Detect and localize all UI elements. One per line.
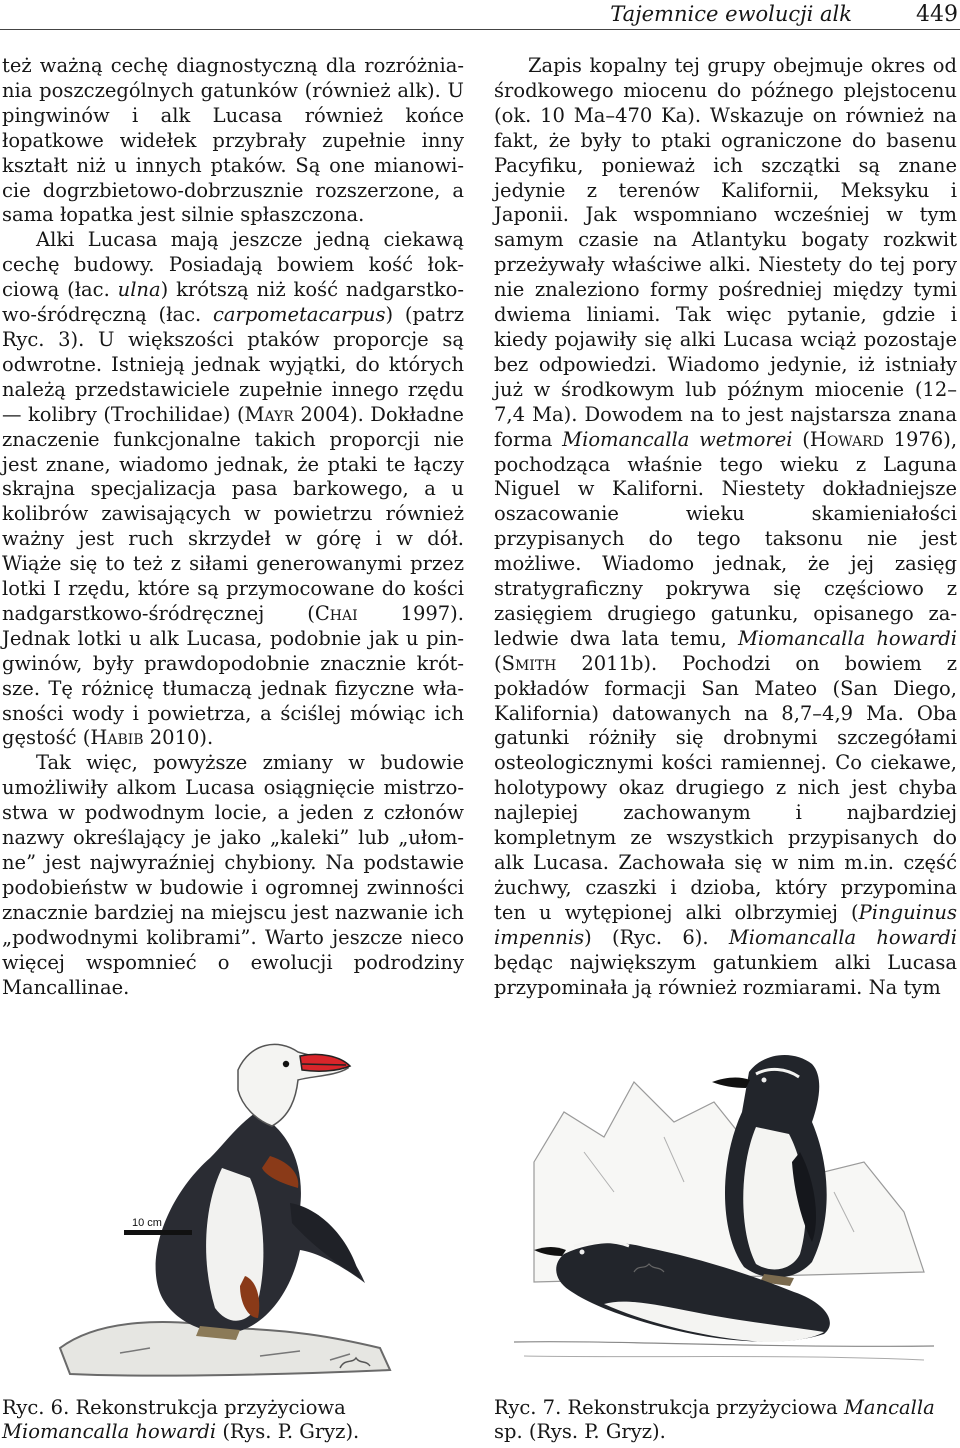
text-run: ) (Ryc. 6). [584, 925, 729, 949]
running-header [0, 0, 960, 30]
citation-author: Smith [501, 651, 557, 675]
latin-term: Miomancalla wetmorei [562, 427, 793, 451]
text-run: 2004). Dokładne znaczenie funkcjonalne takich proporcji nie jest znane, wiadomo jednak, że ptaki te łączy skrajna specjalizacja pasa barkowego, a u kolibrów zawisających w powietrzu również ważny jest ruch skrzydeł w górę i w dół. Wiąże się to też z siłami generowanymi przez lotki I rzędu, które są przymocowane do kości nadgarstkowo-śródręcznej ( [2, 402, 464, 625]
text-run: będąc największym gatunkiem alki Lucasa przypominała ją również rozmiarami. Na tym [494, 950, 957, 999]
citation-author: Mayr [244, 402, 294, 426]
latin-term: Miomancalla howardi [737, 626, 957, 650]
caption-text: Ryc. 6. Rekonstrukcja przyżyciowa [2, 1396, 346, 1419]
text-run: Alki Lucasa mają jeszcze jedną ciekawą cechę budowy. Posiadają bowiem kość łokciową (łac. [2, 228, 464, 302]
figure-6-illustration [0, 1018, 465, 1388]
figure-7-caption [494, 1396, 957, 1444]
text-run: ) krótszą niż kość nadgarstkowo-śródręczną (łac. [2, 278, 464, 327]
latin-term: Miomancalla howardi [728, 925, 957, 949]
text-run: też ważną cechę diagnostyczną dla rozróżniania poszczególnych gatunków (również alk). U pingwinów i alk Lucasa również końce łopatkowe widełek przybrały zupełnie inny kształt niż u innych ptaków. Są one mianowicie dogrzbietowo-dobrzusznie rozszerzone, a sama łopatka jest silnie spłaszczona. [2, 54, 464, 227]
text-run: 1997). Jednak lotki u alk Lucasa, podobnie jak u pingwinów, były prawdopodobnie znacznie krótsze. Tę różnicę tłumaczą jednak fizyczne własności wody i powietrza, a ściślej mówiąc ich gęstość ( [2, 601, 464, 750]
page-number: 449 [916, 2, 958, 27]
text-run: 2010). [143, 726, 214, 750]
caption-text: Ryc. 7. Rekonstrukcja przyżyciowa [494, 1396, 844, 1419]
caption-text: sp. (Rys. P. Gryz). [494, 1420, 666, 1443]
caption-text: (Rys. P. Gryz). [216, 1420, 360, 1443]
text-run: 2011b). Pochodzi on bowiem z pokładów formacji San Mateo (San Diego, Kalifornia) datowanych na 8,7–4,9 Ma. Oba gatunki różniły się drobnymi szczegółami osteologicznymi kości ramiennej. Co ciekawe, holotypowy okaz drugiego z nich jest chyba najlepiej zachowanym i najbardziej kompletnym ze wszystkich przypisanych do alk Lucasa. Zachowała się w nim m.in. część żuchwy, czaszki i dzioba, który przypomina ten u wytępionej alki olbrzymiej ( [494, 651, 957, 924]
text-run: Tak więc, powyższe zmiany w budowie umożliwiły alkom Lucasa osiągnięcie mistrzostwa w podwodnym locie, a jeden z członów nazwy określający je jako „kaleki” lub „ułomne” jest najwyraźniej chybiony. Na podstawie podobieństw w budowie i ogromnej zwinności znacznie bardziej na miejscu jest nazwanie ich „podwodnymi kolibrami”. Warto jeszcze nieco więcej wspomnieć o ewolucji podrodziny Mancallinae. [2, 751, 464, 999]
figure-6-caption [2, 1396, 464, 1444]
citation-author: Chai [314, 601, 358, 625]
latin-term: ulna [117, 278, 161, 302]
paragraph [2, 54, 464, 228]
caption-species: Miomancalla howardi [2, 1420, 217, 1443]
mancalla-drawing [494, 1042, 957, 1388]
caption-species: Mancalla [843, 1396, 935, 1419]
citation-author: Habib [90, 726, 144, 750]
text-run: ) (patrz Ryc. 3). U większości ptaków proporcje są odwrotne. Istnieją jednak wyjątki, do których należą przedstawiciele zupełnie innego rzędu — kolibry (Trochilidae) ( [2, 303, 464, 426]
paragraph [494, 54, 957, 1000]
text-run: ( [494, 651, 502, 675]
text-run: 1976), pochodząca właśnie tego wieku z Laguna Niguel w Kaliforni. Niestety dokładniejsze oszacowanie wieku skamieniałości przypisanych do tego taksonu nie jest możliwe. Wiadomo jednak, że jej zasięg stratygraficzny pokrywa się częściowo z zasięgiem drugiego gatunku, opisanego zaledwie dwa lata temu, [494, 427, 958, 650]
scale-bar-label: 10 cm [132, 1217, 162, 1229]
latin-term: carpometacarpus [212, 303, 386, 327]
figure-7-illustration [494, 1042, 957, 1388]
paragraph [2, 228, 464, 751]
left-column [2, 54, 464, 1000]
paragraph [2, 751, 464, 1000]
latin-term: Pinguinus impennis [494, 900, 957, 949]
text-run: ( [792, 427, 810, 451]
citation-author: Howard [809, 427, 884, 451]
header-rule [0, 29, 960, 30]
running-title: Tajemnice ewolucji alk [610, 2, 852, 26]
right-column [494, 54, 957, 1000]
miomancalla-drawing [0, 1018, 465, 1388]
text-run: Zapis kopalny tej grupy obejmuje okres od środkowego miocenu do późnego plejstocenu (ok. 10 Ma–470 Ka). Wskazuje on również na fakt, że były to ptaki ograniczone do basenu Pacyfiku, ponieważ ich szczątki są znane jedynie z terenów Kalifornii, Meksyku i Japonii. Jak wspomniano wcześniej w tym samym czasie na Atlantyku bogaty rozkwit przeżywały właściwe alki. Niestety do tej pory nie znaleziono formy pośredniej między tymi dwiema liniami. Tak więc pytanie, gdzie i kiedy pojawiły się alki Lucasa wciąż pozostaje bez odpowiedzi. Wiadomo jedynie, iż istniały już w środkowym lub późnym miocenie (12–7,4 Ma). Dowodem na to jest najstarsza znana forma [494, 54, 957, 451]
